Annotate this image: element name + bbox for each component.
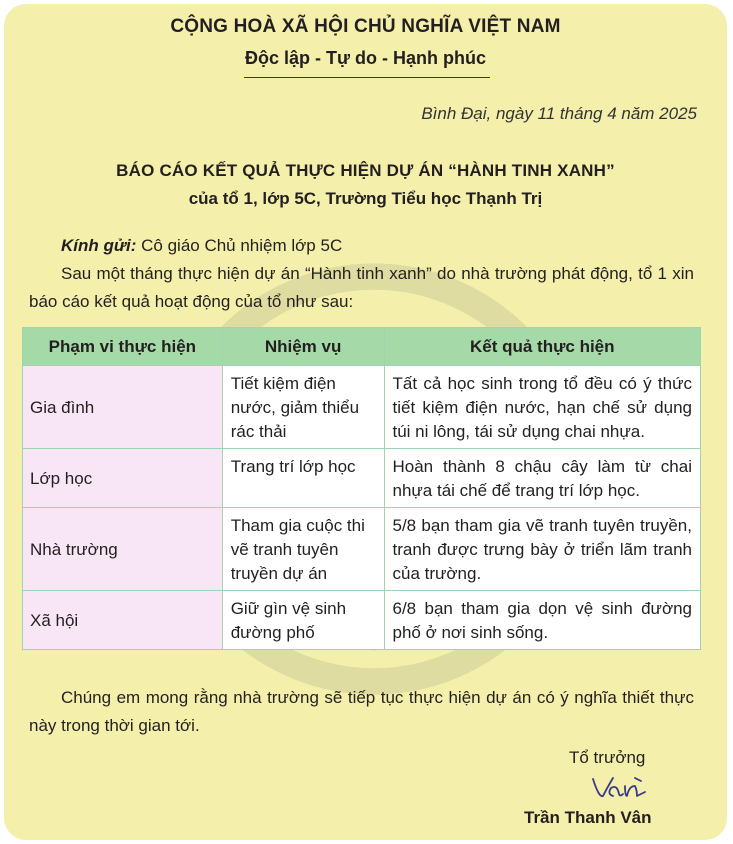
result-cell: Tất cả học sinh trong tổ đều có ý thức tiết kiệm điện nước, hạn chế sử dụng túi ni lông, tái sử dụng chai nhựa. xyxy=(384,366,701,449)
recipient-value: Cô giáo Chủ nhiệm lớp 5C xyxy=(136,236,343,255)
table-row xyxy=(23,449,701,508)
closing-paragraph xyxy=(29,684,694,740)
report-subtitle: của tổ 1, lớp 5C, Trường Tiểu học Thạnh Trị xyxy=(188,189,543,208)
report-table xyxy=(22,327,701,650)
task-cell: Trang trí lớp học xyxy=(222,449,384,508)
scope-cell: Lớp học xyxy=(23,449,223,508)
scope-cell: Xã hội xyxy=(23,591,223,650)
table-header-row xyxy=(23,328,701,366)
header-scope: Phạm vi thực hiện xyxy=(23,328,223,366)
table-row xyxy=(23,591,701,650)
task-cell: Giữ gìn vệ sinh đường phố xyxy=(222,591,384,650)
place-date: Bình Đại, ngày 11 tháng 4 năm 2025 xyxy=(421,104,697,123)
intro-paragraph xyxy=(29,260,694,316)
signer-name: Trần Thanh Vân xyxy=(524,808,652,827)
national-motto: Độc lập - Tự do - Hạnh phúc xyxy=(244,48,487,68)
result-cell: Hoàn thành 8 chậu cây làm từ chai nhựa tái chế để trang trí lớp học. xyxy=(384,449,701,508)
report-title: BÁO CÁO KẾT QUẢ THỰC HIỆN DỰ ÁN “HÀNH TINH XANH” xyxy=(116,161,615,180)
header-task: Nhiệm vụ xyxy=(222,328,384,366)
intro-text: Sau một tháng thực hiện dự án “Hành tinh xanh” do nhà trường phát động, tổ 1 xin báo cáo kết quả hoạt động của tổ như sau: xyxy=(29,264,694,311)
header-result: Kết quả thực hiện xyxy=(384,328,701,366)
table-row xyxy=(23,366,701,449)
signer-role: Tổ trưởng xyxy=(569,748,646,767)
scope-cell: Gia đình xyxy=(23,366,223,449)
recipient-line xyxy=(29,232,694,260)
motto-underline xyxy=(244,77,490,78)
result-cell: 6/8 bạn tham gia dọn vệ sinh đường phố ở nơi sinh sống. xyxy=(384,591,701,650)
task-cell: Tham gia cuộc thi vẽ tranh tuyên truyền dự án xyxy=(222,508,384,591)
handwritten-signature xyxy=(589,774,669,800)
national-title: CỘNG HOÀ XÃ HỘI CHỦ NGHĨA VIỆT NAM xyxy=(170,16,561,37)
report-card xyxy=(4,4,727,840)
scope-cell: Nhà trường xyxy=(23,508,223,591)
table-row xyxy=(23,508,701,591)
recipient-label: Kính gửi: xyxy=(61,236,137,255)
closing-text: Chúng em mong rằng nhà trường sẽ tiếp tục thực hiện dự án có ý nghĩa thiết thực này trong thời gian tới. xyxy=(29,688,694,735)
result-cell: 5/8 bạn tham gia vẽ tranh tuyên truyền, tranh được trưng bày ở triển lãm tranh của trường. xyxy=(384,508,701,591)
task-cell: Tiết kiệm điện nước, giảm thiểu rác thải xyxy=(222,366,384,449)
